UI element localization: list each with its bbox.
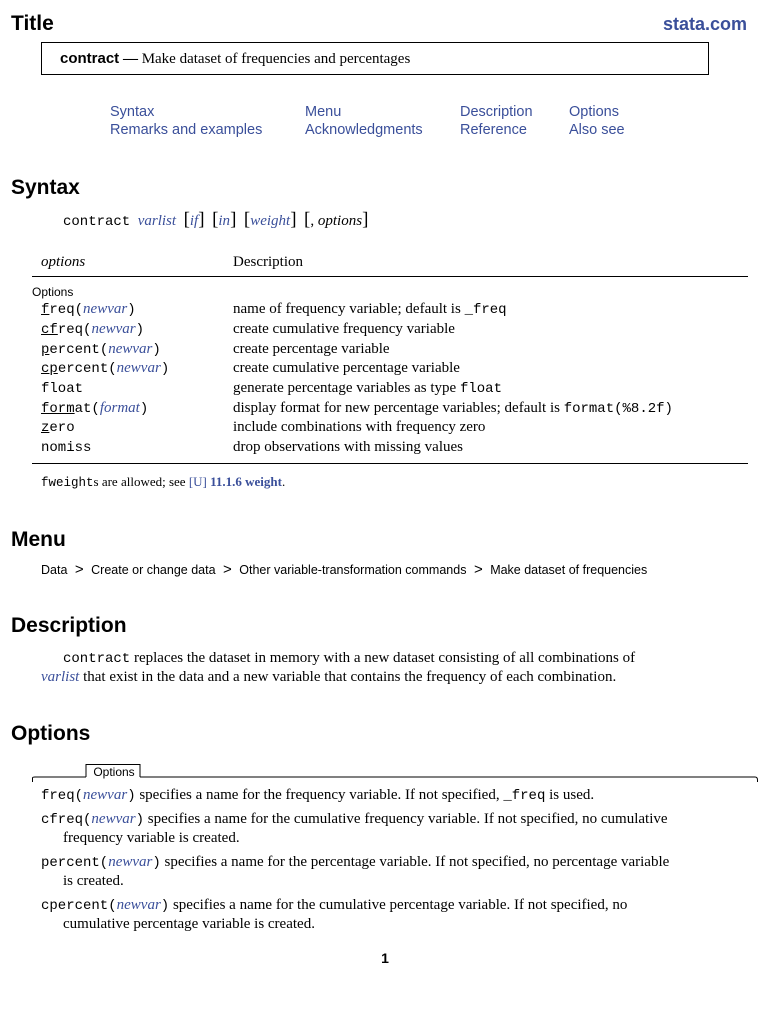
option-entry-text: specifies a name for the percentage variable. If not specified, no percentage variable bbox=[160, 854, 670, 870]
nav-link-description[interactable]: Description bbox=[460, 104, 533, 120]
description-command: contract bbox=[63, 651, 131, 667]
option-argument[interactable]: newvar bbox=[108, 341, 153, 357]
option-name: ercent bbox=[49, 342, 100, 358]
option-description-code: _freq bbox=[464, 302, 507, 318]
menu-path-separator: > bbox=[223, 561, 232, 578]
menu-path-separator: > bbox=[473, 561, 483, 578]
menu-path bbox=[41, 561, 647, 578]
menu-path-separator: > bbox=[74, 561, 84, 578]
option-name: float bbox=[41, 381, 84, 397]
option-abbrev: f bbox=[41, 302, 50, 318]
menu-path-item: Other variable-transformation commands bbox=[239, 563, 467, 577]
option-entry-continuation: frequency variable is created. bbox=[63, 830, 240, 846]
description-heading: Description bbox=[11, 614, 127, 637]
option-entry-argument[interactable]: newvar bbox=[108, 854, 153, 870]
option-row: cpercent(newvar) create cumulative percentage variable bbox=[41, 360, 460, 377]
table-bottom-rule bbox=[32, 463, 748, 464]
weights-note-end: . bbox=[281, 474, 286, 489]
option-entry-close: ) bbox=[152, 855, 161, 871]
option-name: ercent bbox=[57, 361, 109, 377]
option-entry bbox=[41, 810, 748, 847]
description-text-1: replaces the dataset in memory with a new dataset consisting of all combinations of bbox=[130, 650, 636, 666]
option-row: cfreq(newvar) create cumulative frequency variable bbox=[41, 321, 455, 338]
option-description: display format for new percentage variables; default is bbox=[233, 400, 564, 416]
syntax-weight[interactable]: weight bbox=[250, 213, 291, 229]
option-entry-close: ) bbox=[135, 812, 144, 828]
option-abbrev: cp bbox=[41, 361, 58, 377]
description-col-header: Description bbox=[233, 254, 303, 270]
option-entry-text: specifies a name for the cumulative percentage variable. If not specified, no bbox=[169, 897, 628, 913]
option-argument[interactable]: newvar bbox=[83, 301, 128, 317]
option-entry-close: ) bbox=[160, 898, 170, 914]
option-description: create percentage variable bbox=[233, 341, 390, 357]
option-entry-code: percent( bbox=[41, 855, 109, 871]
option-entry-continuation: cumulative percentage variable is created. bbox=[63, 916, 315, 932]
option-row: percent(newvar) create percentage variable bbox=[41, 341, 390, 358]
option-description: create cumulative frequency variable bbox=[233, 321, 455, 337]
weights-note-link-manual[interactable]: [U] bbox=[188, 474, 207, 489]
syntax-heading: Syntax bbox=[11, 176, 80, 199]
nav-link-also-see[interactable]: Also see bbox=[569, 122, 625, 138]
menu-heading: Menu bbox=[11, 528, 66, 551]
option-argument[interactable]: newvar bbox=[116, 360, 161, 376]
option-entry-argument[interactable]: newvar bbox=[116, 897, 161, 913]
page-number: 1 bbox=[381, 950, 389, 966]
menu-path-item: Create or change data bbox=[91, 563, 216, 577]
weights-note-text: s are allowed; see bbox=[93, 474, 189, 489]
page-header-title: Title bbox=[11, 12, 54, 35]
description-paragraph bbox=[41, 649, 748, 686]
option-entry-code2: _freq bbox=[503, 788, 546, 804]
options-tab-label: Options bbox=[93, 765, 135, 779]
nav-link-remarks[interactable]: Remarks and examples bbox=[110, 122, 263, 138]
option-entry-code: cfreq( bbox=[41, 812, 92, 828]
option-entry bbox=[41, 786, 748, 805]
nav-link-reference[interactable]: Reference bbox=[460, 122, 527, 138]
option-description: drop observations with missing values bbox=[233, 439, 463, 455]
options-col-header: options bbox=[41, 254, 86, 270]
nav-link-menu[interactable]: Menu bbox=[305, 104, 342, 120]
option-name: req bbox=[57, 322, 84, 338]
options-group-label: Options bbox=[32, 285, 74, 299]
options-heading: Options bbox=[11, 722, 91, 745]
syntax-varlist[interactable]: varlist bbox=[137, 213, 177, 229]
option-description: create cumulative percentage variable bbox=[233, 360, 460, 376]
option-abbrev: z bbox=[41, 420, 50, 436]
option-entry-argument[interactable]: newvar bbox=[83, 787, 128, 803]
weights-note-code: fweight bbox=[41, 476, 94, 490]
option-entry-text: specifies a name for the frequency variable. If not specified, bbox=[135, 787, 504, 803]
brand-link[interactable]: stata.com bbox=[662, 14, 747, 34]
option-description: generate percentage variables as type bbox=[233, 380, 460, 396]
command-description: Make dataset of frequencies and percentages bbox=[141, 51, 411, 67]
option-entry-continuation: is created. bbox=[63, 873, 124, 889]
option-name: req bbox=[49, 302, 75, 318]
option-description: name of frequency variable; default is bbox=[233, 301, 465, 317]
option-name: nomiss bbox=[41, 440, 92, 456]
title-dash: — bbox=[122, 51, 138, 67]
command-name: contract bbox=[60, 50, 120, 67]
option-name: at bbox=[74, 401, 92, 417]
syntax-comma: , bbox=[310, 213, 315, 229]
option-abbrev: p bbox=[41, 342, 50, 358]
option-entry-code: cpercent( bbox=[41, 898, 117, 914]
syntax-if[interactable]: if bbox=[189, 213, 199, 229]
option-entry-close: ) bbox=[127, 788, 136, 804]
nav-link-acknowledgments[interactable]: Acknowledgments bbox=[305, 122, 423, 138]
option-description: include combinations with frequency zero bbox=[233, 419, 486, 435]
option-name: ero bbox=[49, 420, 75, 436]
option-abbrev: form bbox=[41, 401, 75, 417]
option-argument[interactable]: format bbox=[99, 400, 140, 416]
syntax-options: options bbox=[317, 213, 363, 229]
syntax-command: contract bbox=[63, 214, 131, 230]
option-entry-argument[interactable]: newvar bbox=[91, 811, 136, 827]
option-abbrev: cf bbox=[41, 322, 58, 338]
syntax-line: contract varlist [if] [in] [weight] [, options] bbox=[63, 209, 369, 230]
option-argument[interactable]: newvar bbox=[91, 321, 136, 337]
nav-link-syntax[interactable]: Syntax bbox=[110, 104, 155, 120]
option-row: format(format) display format for new percentage variables; default is format(%8.2f) bbox=[41, 400, 673, 417]
option-entry bbox=[41, 896, 748, 933]
option-row: freq(newvar) name of frequency variable; default is _freq bbox=[41, 301, 507, 318]
description-text-2: that exist in the data and a new variable that contains the frequency of each combination. bbox=[79, 669, 617, 685]
option-description-code: format(%8.2f) bbox=[563, 401, 673, 417]
option-row bbox=[41, 439, 751, 458]
option-description-code: float bbox=[459, 381, 502, 397]
description-varlist-link[interactable]: varlist bbox=[41, 669, 80, 685]
weights-note-link-section[interactable]: 11.1.6 weight bbox=[210, 474, 282, 489]
table-top-rule bbox=[32, 276, 748, 277]
option-entry bbox=[41, 853, 748, 890]
option-entry-text2: is used. bbox=[545, 787, 595, 803]
weights-note bbox=[41, 474, 285, 490]
command-title-box bbox=[41, 42, 709, 75]
option-entry-code: freq( bbox=[41, 788, 84, 804]
option-row bbox=[41, 419, 751, 438]
nav-link-options[interactable]: Options bbox=[569, 104, 619, 120]
menu-path-item: Data bbox=[41, 563, 68, 577]
option-entry-text: specifies a name for the cumulative frequency variable. If not specified, no cumulative bbox=[144, 811, 668, 827]
menu-path-item: Make dataset of frequencies bbox=[490, 563, 648, 577]
syntax-in[interactable]: in bbox=[218, 213, 231, 229]
option-row bbox=[41, 380, 751, 399]
